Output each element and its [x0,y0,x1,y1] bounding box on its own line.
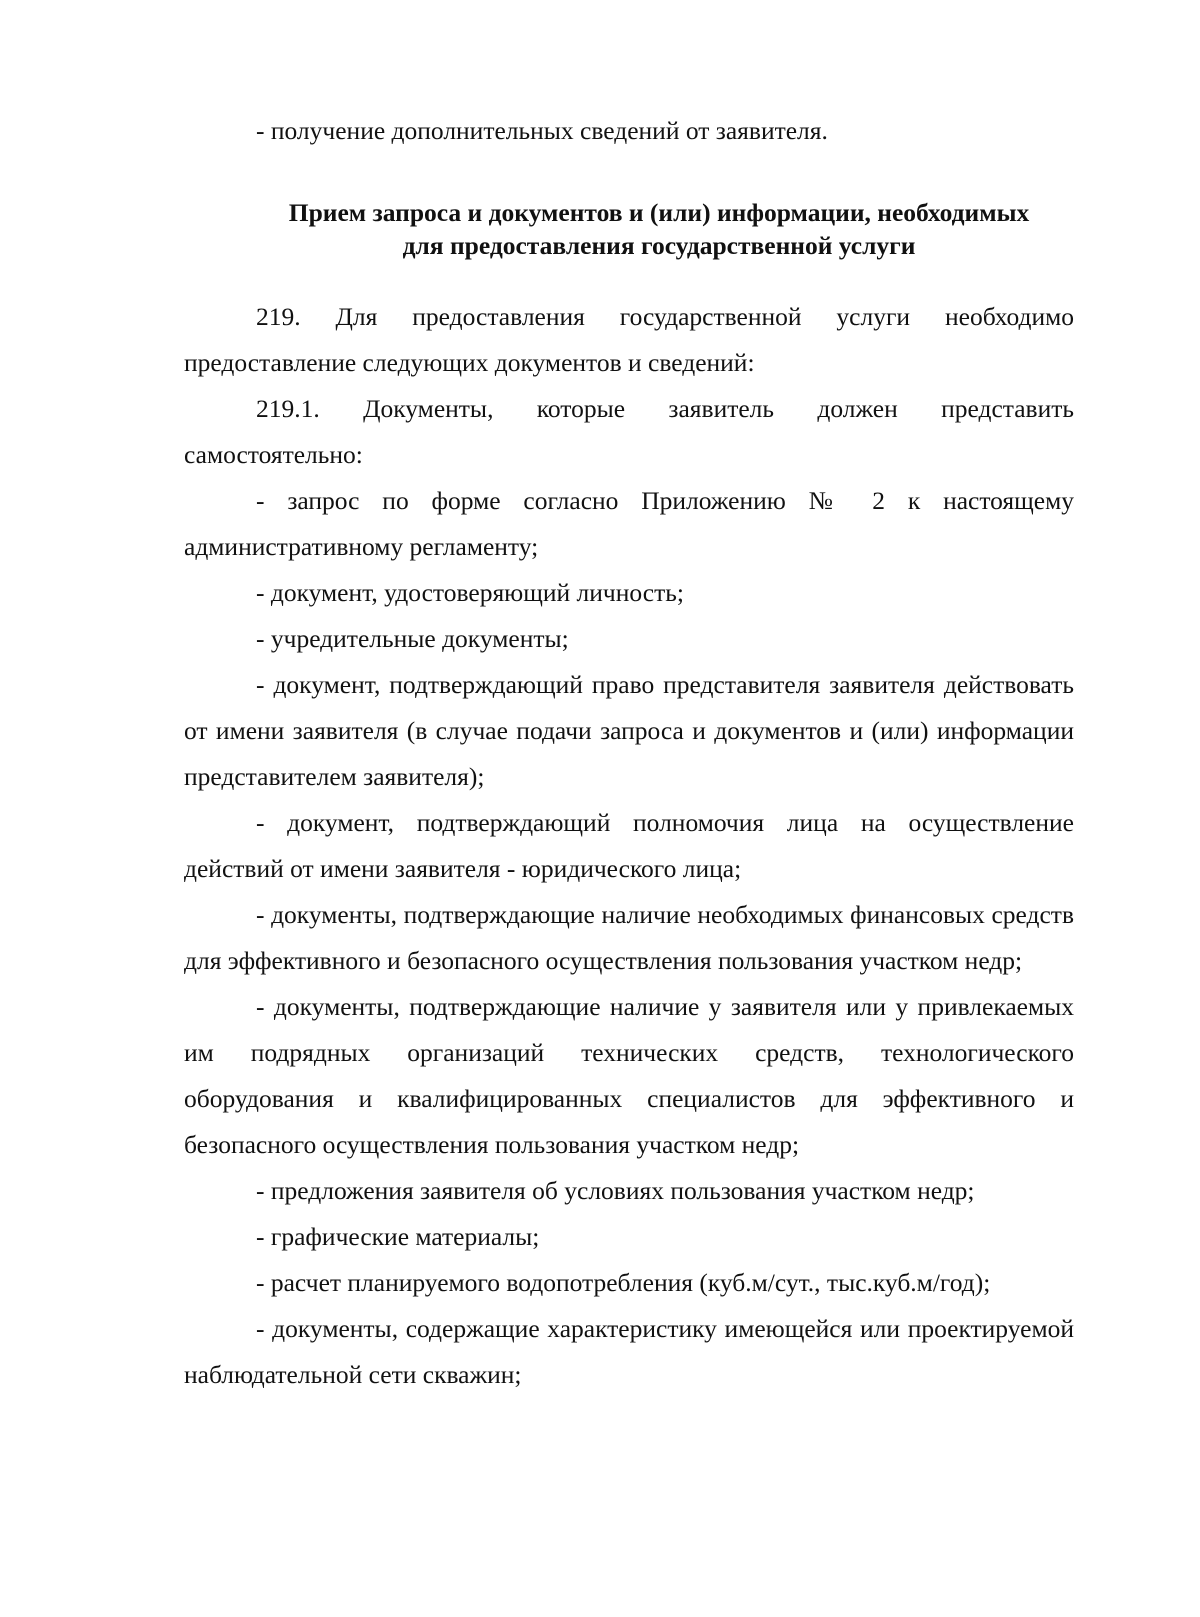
list-item-observation-network: - документы, содержащие характеристику имеющейся или проектируемой наблюдательной сети скважин; [184,1314,1074,1389]
paragraph-219: 219. Для предоставления государственной услуги необходимо предоставление следующих документов и сведений: [184,302,1074,377]
list-item-usage-proposals: - предложения заявителя об условиях пользования участком недр; [256,1176,975,1205]
document-body [184,108,1074,1398]
list-item-legal-entity-authority: - документ, подтверждающий полномочия лица на осуществление действий от имени заявителя - юридического лица; [184,808,1074,883]
list-item-representative-authority: - документ, подтверждающий право представителя заявителя действовать от имени заявителя (в случае подачи запроса и документов и (или) информации представителем заявителя); [184,670,1074,791]
list-item-technical-means: - документы, подтверждающие наличие у заявителя или у привлекаемых им подрядных организаций технических средств, технологического оборудования и квалифицированных специалистов для эффективного и безопасного осуществления пользования участком недр; [184,992,1074,1159]
list-item-financial-means: - документы, подтверждающие наличие необходимых финансовых средств для эффективного и безопасного осуществления пользования участком недр; [184,900,1074,975]
section-heading-line-1: Прием запроса и документов и (или) информации, необходимых [288,198,1030,227]
list-item-identity-document: - документ, удостоверяющий личность; [256,578,684,607]
list-item-water-consumption: - расчет планируемого водопотребления (куб.м/сут., тыс.куб.м/год); [256,1268,991,1297]
intro-bullet: - получение дополнительных сведений от заявителя. [256,116,828,145]
section-heading-line-2: для предоставления государственной услуги [402,231,916,260]
list-item-request-form: - запрос по форме согласно Приложению № 2 к настоящему административному регламенту; [184,486,1074,561]
list-item-graphic-materials: - графические материалы; [256,1222,540,1251]
section-heading [184,196,1074,262]
list-item-founding-documents: - учредительные документы; [256,624,569,653]
paragraph-219-1: 219.1. Документы, которые заявитель должен представить самостоятельно: [184,394,1074,469]
